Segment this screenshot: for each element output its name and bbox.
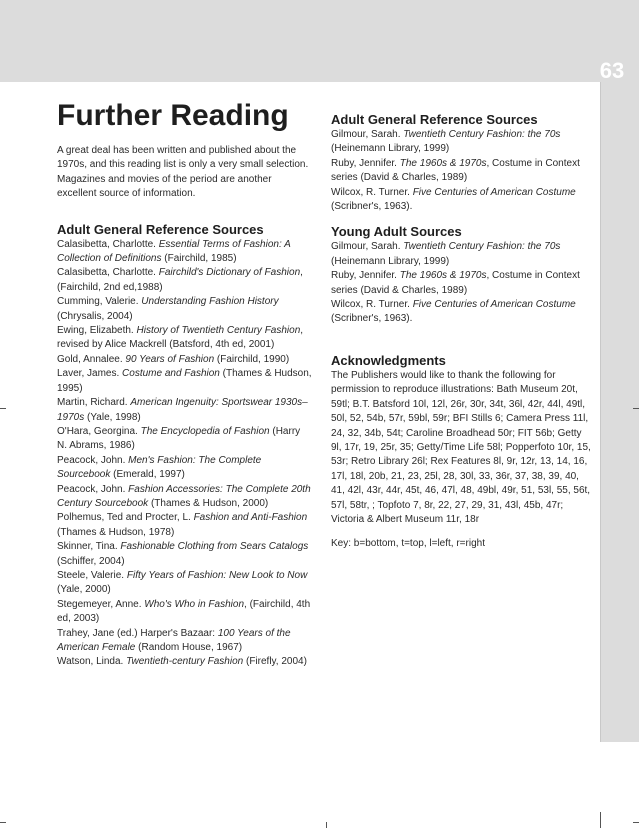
entry-title: Twentieth-century Fashion: [126, 656, 244, 668]
entry-author: Laver, James.: [57, 368, 123, 380]
reading-entry: [331, 269, 593, 298]
header-band: [0, 0, 639, 82]
reading-entry: [331, 186, 593, 215]
entry-author: Calasibetta, Charlotte.: [57, 267, 159, 279]
entry-publisher: (Firefly, 2004): [243, 656, 307, 668]
reading-list: [57, 238, 312, 670]
entry-publisher: (Schiffer, 2004): [57, 555, 125, 567]
entry-title: Costume and Fashion: [122, 368, 220, 380]
entry-title: Understanding Fashion History: [141, 296, 279, 308]
crop-mark: [0, 408, 6, 409]
entry-title: 100 Years of the American Female: [57, 627, 291, 653]
entry-author: Gilmour, Sarah.: [331, 241, 404, 253]
reading-entry: [57, 655, 312, 669]
entry-title: Men's Fashion: The Complete Sourcebook: [57, 454, 262, 481]
entry-publisher: (Fairchild, 1985): [161, 253, 237, 265]
entry-author: Gold, Annalee.: [57, 353, 126, 365]
entry-publisher: (Fairchild, 1990): [214, 353, 290, 365]
reading-entry: [57, 540, 312, 569]
entry-publisher: (Chrysalis, 2004): [57, 310, 133, 322]
entry-author: Wilcox, R. Turner.: [331, 299, 413, 311]
reading-entry: [57, 396, 312, 425]
side-band: [600, 82, 639, 742]
entry-publisher: (Yale, 2000): [57, 584, 111, 596]
entry-publisher: (Thames & Hudson, 2000): [148, 497, 269, 509]
entry-author: Wilcox, R. Turner.: [331, 186, 413, 198]
reading-entry: [57, 324, 312, 353]
side-divider: [600, 82, 601, 742]
entry-title: The 1960s & 1970s: [399, 157, 487, 169]
entry-publisher: (Heinemann Library, 1999): [331, 255, 450, 267]
entry-publisher: , (Fairchild, 4th ed, 2003): [57, 598, 311, 625]
spacer: [331, 327, 593, 353]
reading-entry: [57, 569, 312, 598]
section-heading-young: Young Adult Sources: [331, 224, 462, 240]
entry-author: Cumming, Valerie.: [57, 296, 142, 308]
entry-title: Twentieth Century Fashion: the 70s: [403, 241, 561, 253]
entry-author: Watson, Linda.: [57, 656, 127, 668]
crop-mark: [600, 812, 601, 828]
entry-publisher: (Harry N. Abrams, 1986): [57, 425, 301, 452]
entry-publisher: , (Fairchild, 2nd ed,1988): [57, 267, 303, 293]
right-column: [331, 112, 593, 552]
reading-list-adult: [331, 128, 593, 214]
entry-author: Martin, Richard.: [57, 397, 131, 409]
entry-publisher: , Costume in Context series (David & Charles, 1989): [331, 270, 580, 296]
entry-author: O'Hara, Georgina.: [57, 425, 141, 437]
entry-publisher: , Costume in Context series (David & Charles, 1989): [331, 157, 580, 184]
entry-title: Who's Who in Fashion: [144, 598, 245, 610]
entry-author: Peacock, John.: [57, 483, 129, 495]
entry-title: History of Twentieth Century Fashion: [136, 325, 301, 337]
entry-author: Peacock, John.: [57, 454, 129, 466]
reading-entry: [331, 128, 593, 157]
intro-paragraph: A great deal has been written and published about the 1970s, and this reading list is only a very small selection. Magazines and movies of the period are another excellent source of information.: [57, 145, 309, 200]
spacer: [331, 214, 593, 224]
entry-title: Essential Terms of Fashion: A Collection of Definitions: [57, 238, 291, 265]
reading-entry: [57, 598, 312, 627]
crop-mark: [326, 822, 327, 828]
page-number: 63: [599, 58, 625, 83]
entry-author: Ruby, Jennifer.: [331, 270, 400, 282]
crop-mark: [0, 822, 6, 823]
entry-author: Calasibetta, Charlotte.: [57, 238, 159, 250]
reading-entry: [331, 298, 593, 327]
crop-mark: [633, 822, 639, 823]
entry-publisher: (Heinemann Library, 1999): [331, 143, 450, 155]
reading-entry: [57, 483, 312, 512]
entry-publisher: (Random House, 1967): [135, 642, 243, 653]
entry-title: Fashion and Anti-Fashion: [193, 512, 308, 524]
entry-author: Ewing, Elizabeth.: [57, 325, 137, 337]
entry-title: Fairchild's Dictionary of Fashion: [158, 267, 301, 279]
reading-entry: [57, 454, 312, 483]
entry-author: Skinner, Tina.: [57, 541, 121, 553]
reading-entry: [331, 240, 593, 269]
entry-title: Fifty Years of Fashion: New Look to Now: [126, 569, 308, 581]
acknowledgments-text: The Publishers would like to thank the following for permission to reproduce illustrations: Bath Museum 20t, 59tl; B.T. Batsford 10l, 12l, 26r, 30r, 34t, 36l, 42r, 44l, 49tl, 50l, 52, 54b, 57r, 59bl, 59r; BFI Stills 6; Camera Press 11l, 24, 32, 34b, 54t; Caroline Broadhead 50r; FIT 56b; Getty 9l, 17r, 19, 25r, 35; Getty/Time Life 58l; Popperfoto 10r, 15, 53r; Retro Library 26l; Rex Features 8l, 9r, 12r, 13, 14, 16, 17l, 18l, 20b, 21, 23, 25l, 28, 30l, 33, 36r, 37, 38, 39, 40, 41, 42l, 43r, 44r, 45t, 46, 47l, 48, 49bl, 49r, 51, 53l, 55, 56t, 57l, 58tr, ; Topfoto 7, 8r, 22, 27, 29, 31, 43l, 45b, 47r; Victoria & Albert Museum 11r, 18r: [331, 369, 591, 525]
entry-title: Five Centuries of American Costume: [412, 299, 576, 311]
entry-author: Trahey, Jane (ed.) Harper's Bazaar:: [57, 627, 218, 639]
reading-entry: [57, 627, 312, 656]
page-title: Further Reading: [57, 99, 289, 132]
entry-publisher: (Yale, 1998): [84, 411, 141, 423]
entry-title: American Ingenuity: Sportswear 1930s–1970s: [57, 397, 308, 423]
entry-author: Steele, Valerie.: [57, 569, 127, 581]
entry-author: Polhemus, Ted and Procter, L.: [57, 512, 194, 524]
reading-entry: [57, 511, 312, 540]
reading-entry: [57, 266, 312, 295]
reading-entry: [57, 238, 312, 267]
entry-title: 90 Years of Fashion: [125, 353, 215, 365]
reading-entry: [57, 425, 312, 454]
entry-publisher: (Scribner's, 1963).: [331, 313, 413, 325]
spacer: [57, 212, 312, 222]
key-text: Key: b=bottom, t=top, l=left, r=right: [331, 538, 485, 550]
left-column: [57, 100, 312, 670]
entry-title: Twentieth Century Fashion: the 70s: [403, 129, 561, 140]
section-heading-adult: Adult General Reference Sources: [57, 221, 264, 237]
entry-author: Ruby, Jennifer.: [331, 157, 400, 169]
entry-publisher: , revised by Alice Mackrell (Batsford, 4th ed, 2001): [57, 325, 304, 351]
reading-entry: [331, 157, 593, 186]
section-heading-adult-right: Adult General Reference Sources: [331, 112, 538, 127]
entry-publisher: (Thames & Hudson, 1978): [57, 526, 175, 538]
reading-entry: [57, 367, 312, 396]
spacer: [331, 527, 593, 537]
entry-publisher: (Scribner's, 1963).: [331, 201, 413, 213]
acknowledgments-heading: Acknowledgments: [331, 352, 446, 368]
entry-title: The 1960s & 1970s: [399, 270, 487, 282]
crop-mark: [633, 408, 639, 409]
entry-author: Stegemeyer, Anne.: [57, 598, 145, 610]
entry-title: The Encyclopedia of Fashion: [140, 425, 270, 437]
entry-author: Gilmour, Sarah.: [331, 129, 404, 140]
reading-list-young: [331, 240, 593, 326]
entry-title: Five Centuries of American Costume: [412, 186, 576, 198]
reading-entry: [57, 353, 312, 367]
entry-title: Fashionable Clothing from Sears Catalogs: [120, 541, 309, 553]
reading-entry: [57, 295, 312, 324]
entry-publisher: (Emerald, 1997): [110, 469, 185, 481]
entry-title: Fashion Accessories: The Complete 20th Century Sourcebook: [57, 483, 311, 509]
entry-publisher: (Thames & Hudson, 1995): [57, 368, 312, 394]
